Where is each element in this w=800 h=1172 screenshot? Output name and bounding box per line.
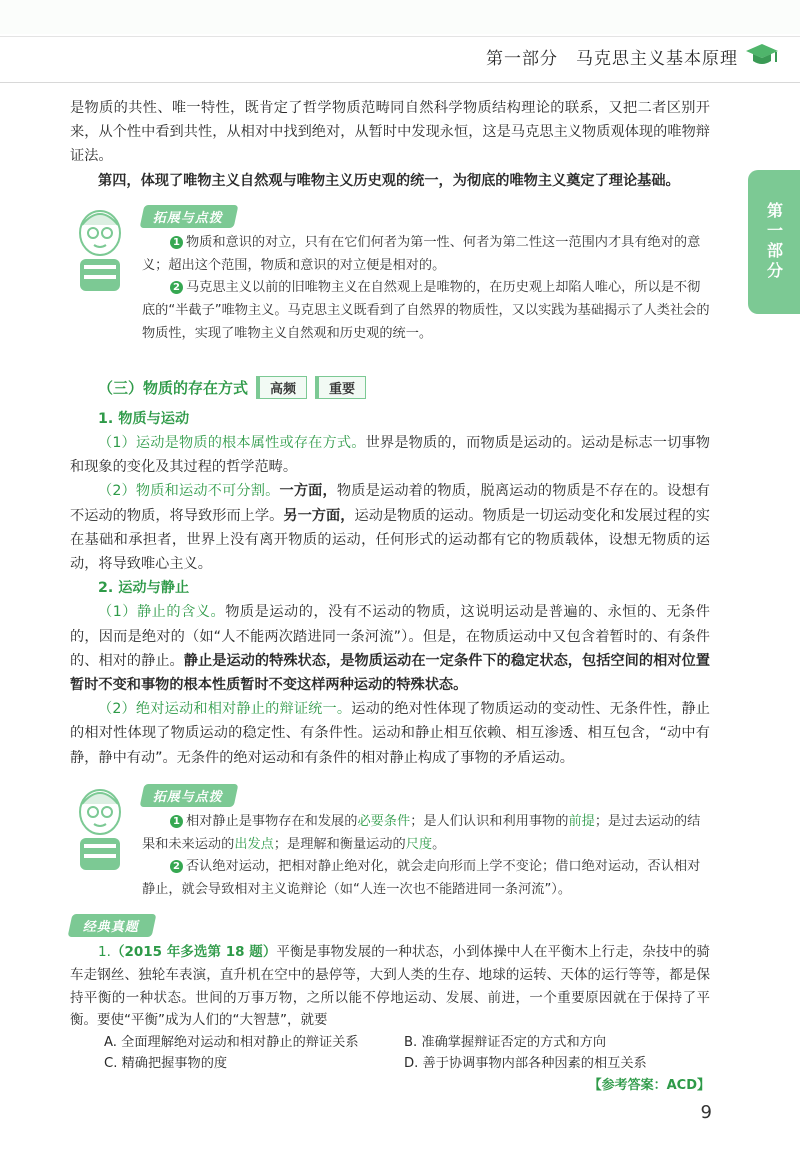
importance-tag: 重要 — [315, 376, 366, 399]
keyword: 尺度 — [405, 836, 433, 852]
exam-section — [70, 914, 710, 1093]
option-c[interactable]: C. 精确把握事物的度 — [104, 1056, 228, 1072]
teacher-avatar-icon — [70, 203, 134, 299]
note-item: 1 相对静止是事物存在和发展的必要条件；是人们认识和利用事物的前提；是过去运动的结果和未来运动的出发点；是理解和衡量运动的尺度。 — [142, 813, 701, 852]
question-number: 1. — [98, 944, 111, 961]
note-item — [142, 856, 710, 902]
point-label: （1）静止的含义。 — [98, 604, 226, 621]
exam-question: 1.（2015 年多选第 18 题）平衡是事物发展的一种状态，小到体操中人在平衡木上行走，杂技中的骑车走钢丝、独轮车表演，直升机在空中的悬停等，大到人类的生存、地球的运转、天体的运行等等，都是保持平衡的一种状态。世间的万事万物，之所以能不停地运动、发展、前进，一个重要原因就在于保持了平衡。要使“平衡”成为人们的“大智慧”，就要 — [70, 944, 711, 1029]
page-content — [70, 96, 710, 1093]
section-title: （三）物质的存在方式 — [98, 378, 249, 397]
teacher-avatar-icon — [70, 782, 134, 878]
graduation-cap-icon — [744, 40, 780, 70]
keyword: 必要条件 — [357, 813, 411, 829]
header-rule — [0, 82, 800, 83]
note-item — [142, 277, 710, 345]
top-rule — [0, 36, 800, 37]
note-badge: 拓展与点拨 — [140, 205, 239, 228]
note-item — [142, 232, 710, 278]
note-item-text: 物质和意识的对立，只有在它们何者为第一性、何者为第二性这一范围内才具有绝对的意义；超出这个范围，物质和意识的对立便是相对的。 — [142, 234, 701, 273]
item-number: 2 — [170, 281, 183, 294]
note-item-text: 马克思主义以前的旧唯物主义在自然观上是唯物的，在历史观上却陷人唯心，所以是不彻底的“半截子”唯物主义。马克思主义既看到了自然界的物质性，又以实践为基础揭示了人类社会的物质性，实现了唯物主义自然观和历史观的统一。 — [142, 280, 710, 341]
keyword: 出发点 — [234, 836, 274, 852]
point-paragraph: （1）静止的含义。物质是运动的，没有不运动的物质，这说明运动是普遍的、永恒的、无条件的，因而是绝对的（如“人不能两次踏进同一条河流”）。但是，在物质运动中又包含着暂时的、有条件的、相对的静止。静止是运动的特殊状态，是物质运动在一定条件下的稳定状态，包括空间的相对位置暂时不变和事物的根本性质暂时不变这样两种运动的特殊状态。 — [70, 604, 710, 694]
item-number: 1 — [170, 815, 183, 828]
item-number: 2 — [170, 860, 183, 873]
option-list — [104, 1032, 710, 1074]
subheading-2: 2. 运动与静止 — [98, 580, 190, 597]
point-paragraph: （2）绝对运动和相对静止的辩证统一。运动的绝对性体现了物质运动的变动性、无条件性，静止的相对性体现了物质运动的稳定性、有条件性。运动和静止相互依赖、相互渗透、相互包含，“动中有静，静中有动”。无条件的绝对运动和有条件的相对静止构成了事物的矛盾运动。 — [70, 701, 710, 766]
section-heading — [98, 376, 710, 399]
item-number: 1 — [170, 236, 183, 249]
option-d[interactable]: D. 善于协调事物内部各种因素的相互关系 — [404, 1056, 647, 1072]
note-item-text: 否认绝对运动，把相对静止绝对化，就会走向形而上学不变论；借口绝对运动，否认相对静止，就会导致相对主义诡辩论（如“人连一次也不能踏进同一条河流”）。 — [142, 859, 701, 898]
question-source: （2015 年多选第 18 题） — [110, 944, 277, 961]
page-number: 9 — [700, 1102, 712, 1123]
subheading-1: 1. 物质与运动 — [98, 410, 190, 427]
intro-paragraph-1: 是物质的共性、唯一特性，既肯定了哲学物质范畴同自然科学物质结构理论的联系，又把二者区别开来，从个性中看到共性，从相对中找到绝对，从暂时中发现永恒，这是马克思主义物质观体现的唯物辩证法。 — [70, 100, 710, 165]
top-band — [0, 0, 800, 34]
intro-paragraph-2: 第四，体现了唯物主义自然观与唯物主义历史观的统一，为彻底的唯物主义奠定了理论基础。 — [98, 172, 680, 189]
running-header: 第一部分 马克思主义基本原理 — [486, 49, 738, 69]
option-b[interactable]: B. 准确掌握辩证否定的方式和方向 — [404, 1035, 607, 1051]
extension-note-1 — [70, 203, 710, 346]
exam-badge: 经典真题 — [68, 914, 157, 937]
reference-answer: 【参考答案：ACD】 — [588, 1078, 710, 1094]
note-badge: 拓展与点拨 — [140, 784, 239, 807]
point-paragraph: （1）运动是物质的根本属性或存在方式。世界是物质的，而物质是运动的。运动是标志一切事物和现象的变化及其过程的哲学范畴。 — [70, 435, 710, 476]
side-tab[interactable]: 第一部分 — [748, 170, 800, 314]
frequency-tag: 高频 — [256, 376, 307, 399]
point-paragraph: （2）物质和运动不可分割。一方面，物质是运动着的物质，脱离运动的物质是不存在的。设想有不运动的物质，将导致形而上学。另一方面，运动是物质的运动。物质是一切运动变化和发展过程的实在基础和承担者，世界上没有离开物质的运动，任何形式的运动都有它的物质载体，设想无物质的运动，将导致唯心主义。 — [70, 483, 710, 573]
keyword: 前提 — [568, 813, 595, 829]
point-label: （1）运动是物质的根本属性或存在方式。 — [98, 435, 366, 451]
option-a[interactable]: A. 全面理解绝对运动和相对静止的辩证关系 — [104, 1035, 359, 1051]
point-label: （2）物质和运动不可分割。 — [98, 483, 280, 500]
extension-note-2 — [70, 782, 710, 902]
point-label: （2）绝对运动和相对静止的辩证统一。 — [98, 701, 352, 718]
